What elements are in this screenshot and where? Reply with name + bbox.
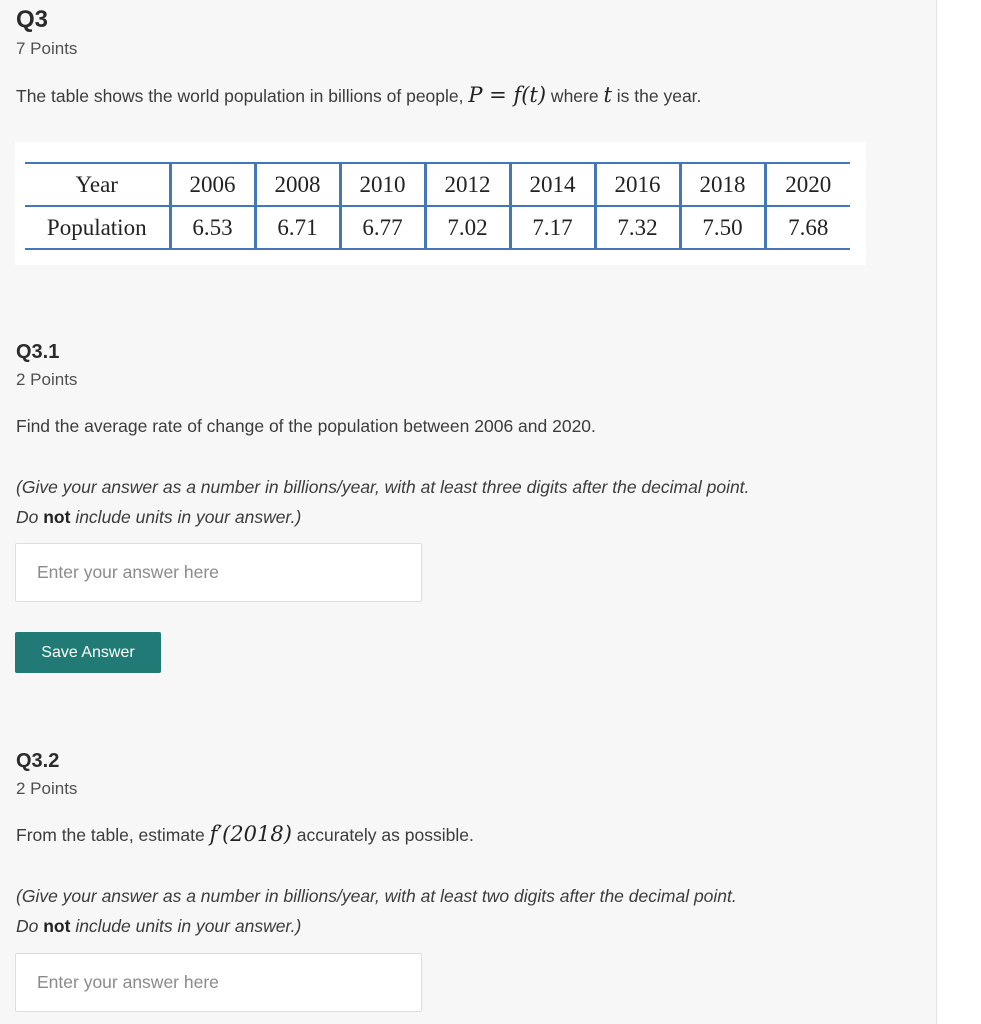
question-prompt-q3-1: Find the average rate of change of the population between 2006 and 2020. <box>16 416 596 436</box>
prompt-formula: f′(2018) <box>209 822 292 846</box>
population-table-container <box>15 142 866 265</box>
table-cell-population: 6.53 <box>170 206 255 249</box>
table-cell-year: 2010 <box>340 163 425 206</box>
question-title-q3: Q3 <box>16 6 49 33</box>
table-row-header-year: Year <box>25 163 170 206</box>
instruction-line: (Give your answer as a number in billions/year, with at least two digits after the decimal point. <box>16 886 737 906</box>
table-cell-population: 6.77 <box>340 206 425 249</box>
table-row-year <box>25 163 850 206</box>
table-cell-year: 2018 <box>680 163 765 206</box>
table-cell-population: 7.50 <box>680 206 765 249</box>
question-points-q3: 7 Points <box>16 39 78 58</box>
prompt-text: accurately as possible. <box>291 825 474 845</box>
table-row-header-population: Population <box>25 206 170 249</box>
answer-instructions-q3-2 <box>16 881 737 941</box>
prompt-variable: t <box>603 83 612 107</box>
instruction-line <box>16 911 737 941</box>
save-answer-button[interactable]: Save Answer <box>15 632 161 673</box>
question-prompt-q3-2 <box>16 822 474 846</box>
prompt-text: is the year. <box>611 86 702 106</box>
table-cell-population: 6.71 <box>255 206 340 249</box>
table-row-population <box>25 206 850 249</box>
instruction-text: include units in your answer.) <box>70 916 302 936</box>
question-title-q3-2: Q3.2 <box>16 750 60 772</box>
instruction-line <box>16 502 749 532</box>
prompt-text: The table shows the world population in billions of people, <box>16 86 469 106</box>
table-cell-year: 2008 <box>255 163 340 206</box>
table-cell-year: 2016 <box>595 163 680 206</box>
table-cell-year: 2012 <box>425 163 510 206</box>
answer-input-q3-1[interactable] <box>15 543 422 602</box>
table-cell-year: 2014 <box>510 163 595 206</box>
table-cell-population: 7.17 <box>510 206 595 249</box>
question-prompt-q3 <box>16 83 701 107</box>
instruction-line: (Give your answer as a number in billions/year, with at least three digits after the decimal point. <box>16 477 750 497</box>
instruction-emphasis: not <box>43 916 71 936</box>
table-cell-population: 7.32 <box>595 206 680 249</box>
question-title-q3-1: Q3.1 <box>16 341 60 363</box>
question-points-q3-2: 2 Points <box>16 779 78 798</box>
table-cell-year: 2020 <box>765 163 850 206</box>
population-table <box>25 162 850 250</box>
answer-instructions-q3-1 <box>16 472 749 532</box>
table-cell-population: 7.68 <box>765 206 850 249</box>
instruction-emphasis: not <box>43 507 71 527</box>
prompt-formula: P = f(t) <box>468 83 547 107</box>
instruction-text: Do <box>16 916 44 936</box>
instruction-text: include units in your answer.) <box>70 507 302 527</box>
instruction-text: Do <box>16 507 44 527</box>
prompt-text: where <box>546 86 604 106</box>
question-points-q3-1: 2 Points <box>16 370 78 389</box>
prompt-text: From the table, estimate <box>16 825 210 845</box>
answer-input-q3-2[interactable] <box>15 953 422 1012</box>
table-cell-year: 2006 <box>170 163 255 206</box>
table-cell-population: 7.02 <box>425 206 510 249</box>
